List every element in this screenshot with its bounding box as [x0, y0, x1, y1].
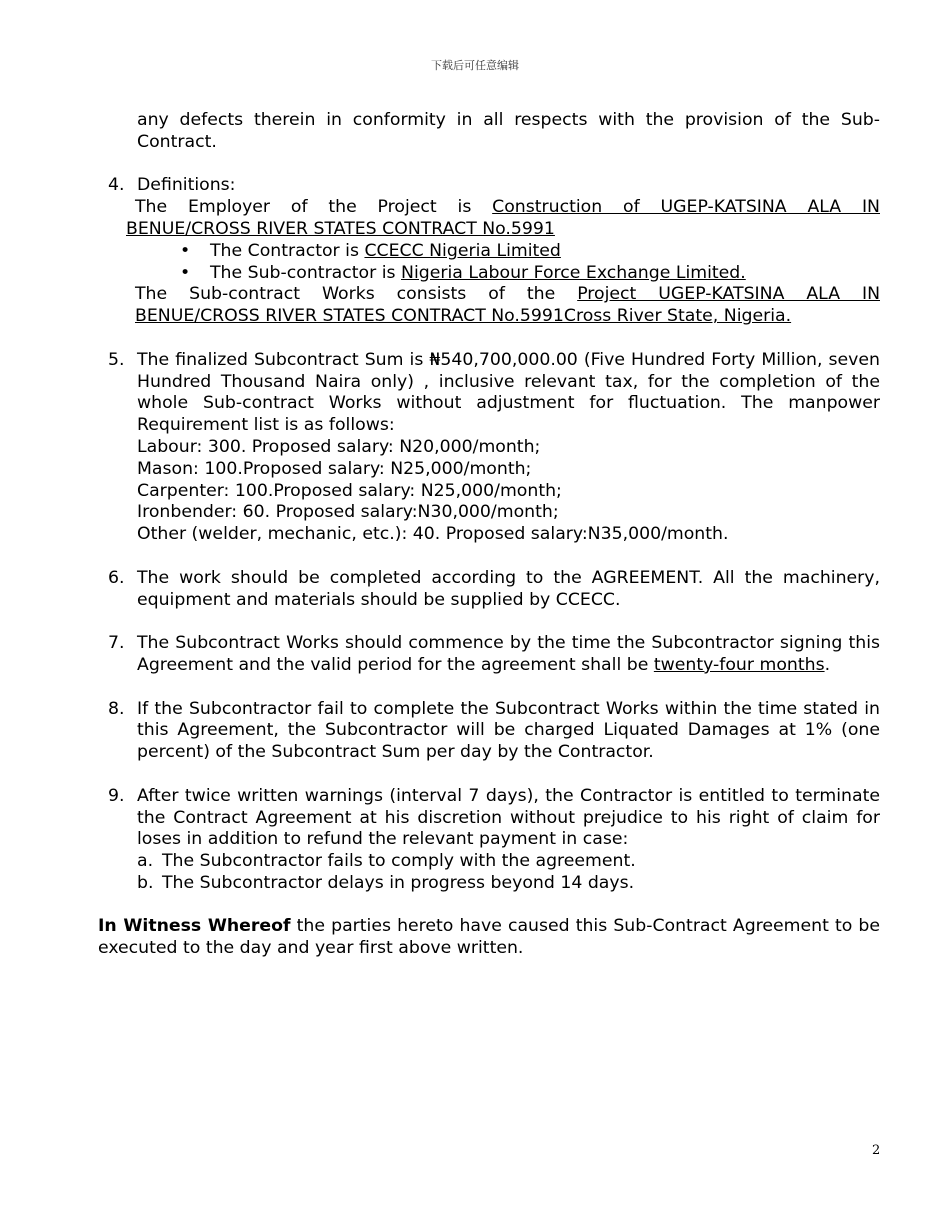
works-line	[98, 284, 880, 306]
bullet-icon: •	[180, 262, 191, 283]
case-a	[98, 851, 880, 873]
employer-line-2	[98, 219, 880, 241]
works-line-2	[98, 306, 880, 328]
case-b	[98, 873, 880, 895]
section-9	[98, 786, 880, 851]
witness-text: the parties hereto have caused this Sub-Contract Agreement to be executed to the day and year first above written.	[98, 916, 881, 959]
section-8-text: If the Subcontractor fail to complete the Subcontract Works within the time stated in this Agreement, the Subcontractor will be charged Liquated Damages at 1% (one percent) of the Subcontract Sum per day by the Contractor.	[137, 698, 880, 763]
employer-project-name: Construction of UGEP-KATSINA ALA IN	[492, 197, 880, 218]
section-5	[98, 350, 880, 546]
section-6-text: The work should be completed according to the AGREEMENT. All the machinery, equipment and materials should be supplied by CCECC.	[137, 567, 880, 610]
case-label: b.	[137, 872, 154, 893]
period-end: .	[824, 654, 831, 675]
document-body	[98, 110, 880, 960]
works-label: The Sub-contract Works consists of the	[135, 284, 578, 305]
case-label: a.	[137, 851, 154, 872]
manpower-line: Ironbender: 60. Proposed salary:N30,000/month;	[137, 502, 559, 523]
manpower-line: Labour: 300. Proposed salary: N20,000/month;	[137, 436, 541, 457]
page-header: 下载后可任意编辑	[431, 59, 519, 72]
commencement-text: The Subcontract Works should commence by the time the Subcontractor signing this Agreement and the valid period for the agreement shall be	[137, 633, 880, 675]
works-project-name: Project UGEP-KATSINA ALA IN	[577, 284, 880, 305]
definitions-title: Definitions:	[137, 175, 236, 196]
section-9-text: After twice written warnings (interval 7 days), the Contractor is entitled to terminate the Contract Agreement at his discretion without prejudice to his right of claim for loses in addition to refund the relevant payment in case:	[137, 785, 880, 850]
section-8	[98, 699, 880, 764]
bullet-icon: •	[180, 240, 191, 261]
contractor-bullet	[98, 241, 880, 263]
section-7	[98, 633, 880, 677]
section-number: 4.	[108, 175, 125, 196]
subcontractor-label: The Sub-contractor is	[210, 262, 402, 283]
contractor-name: CCECC Nigeria Limited	[364, 240, 561, 261]
section-number: 7.	[108, 633, 125, 654]
subcontractor-bullet	[98, 263, 880, 285]
employer-project-contract: BENUE/CROSS RIVER STATES CONTRACT No.5991	[126, 218, 555, 239]
employer-line	[98, 197, 880, 219]
manpower-line: Other (welder, mechanic, etc.): 40. Proposed salary:N35,000/month.	[137, 524, 729, 545]
case-text: The Subcontractor fails to comply with the agreement.	[162, 851, 636, 872]
witness-clause	[98, 916, 880, 960]
page-number: 2	[872, 1143, 881, 1158]
section-number: 9.	[108, 785, 125, 806]
manpower-line: Mason: 100.Proposed salary: N25,000/month;	[137, 458, 532, 479]
intro-line-2: Contract.	[137, 131, 217, 152]
section-6	[98, 568, 880, 612]
section-number: 6.	[108, 567, 125, 588]
subcontract-sum-text: The finalized Subcontract Sum is ₦540,700,000.00 (Five Hundred Forty Million, seven Hundred Thousand Naira only) , inclusive relevant tax, for the completion of the whole Sub-contract Works without adjustment for fluctuation. The manpower Requirement list is as follows:	[137, 349, 880, 436]
section-7-text	[137, 633, 880, 677]
witness-heading: In Witness Whereof	[98, 916, 291, 937]
employer-label: The Employer of the Project is	[135, 197, 493, 218]
manpower-line: Carpenter: 100.Proposed salary: N25,000/month;	[137, 480, 562, 501]
intro-line-1: any defects therein in conformity in all respects with the provision of the Sub-	[137, 110, 880, 130]
section-number: 8.	[108, 698, 125, 719]
subcontractor-name: Nigeria Labour Force Exchange Limited.	[401, 262, 746, 283]
section-number: 5.	[108, 349, 125, 370]
works-project-contract: BENUE/CROSS RIVER STATES CONTRACT No.5991Cross River State, Nigeria.	[135, 306, 792, 327]
contractor-label: The Contractor is	[210, 240, 365, 261]
case-text: The Subcontractor delays in progress beyond 14 days.	[162, 872, 635, 893]
agreement-period: twenty-four months	[653, 654, 825, 675]
section-4	[98, 175, 880, 197]
